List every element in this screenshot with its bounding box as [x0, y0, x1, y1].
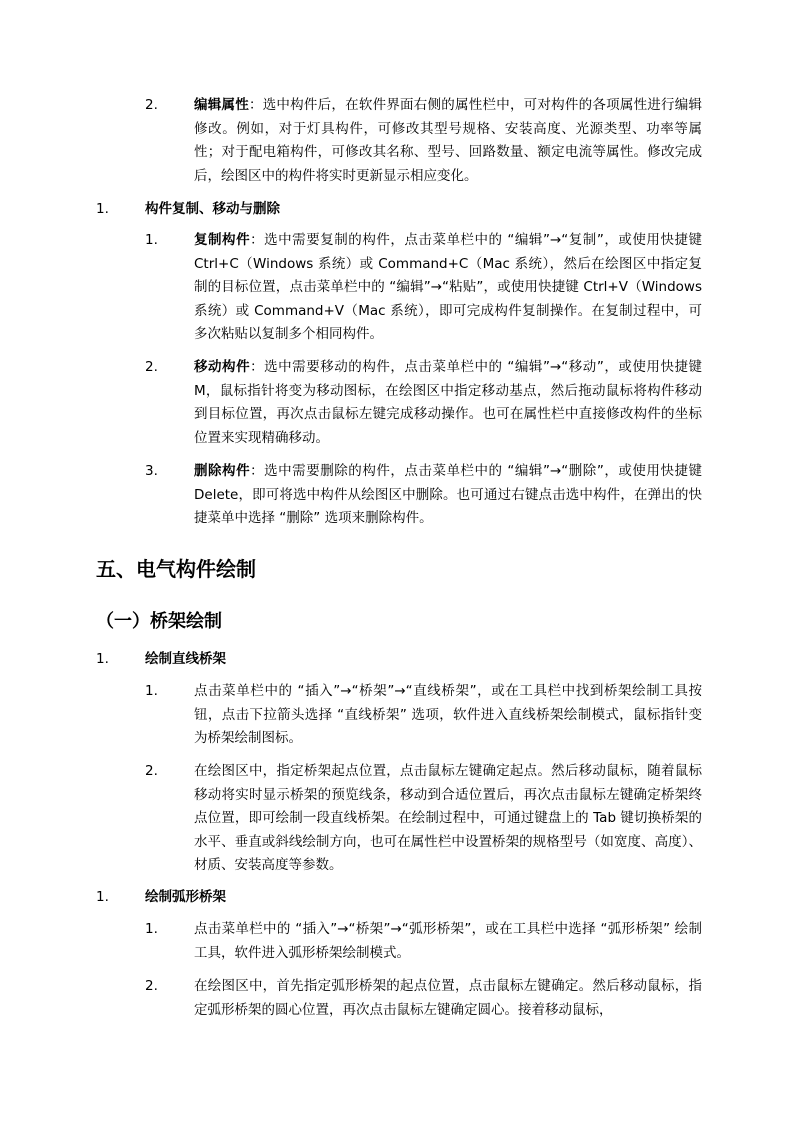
list-number: 2. — [145, 97, 158, 113]
list-text — [194, 460, 702, 531]
list-text: 点击菜单栏中的 “插入”→“桥架”→“弧形桥架”，或在工具栏中选择 “弧形桥架” 绘制工具，软件进入弧形桥架绘制模式。 — [194, 921, 702, 961]
list-number: 1. — [145, 921, 158, 937]
item-body: ：选中需要复制的构件，点击菜单栏中的 “编辑”→“复制”，或使用快捷键 Ctrl+C（Windows 系统）或 Command+C（Mac 系统），然后在绘图区中指定复制的目标位置，点击菜单栏中的 “编辑”→“粘贴”，或使用快捷键 Ctrl+V（Windows 系统）或 Command+V（Mac 系统），即可完成构件复制操作。在复制过程中，可多次粘贴以复制多个相同构件。 — [194, 232, 703, 342]
item-body: ：选中需要删除的构件，点击菜单栏中的 “编辑”→“删除”，或使用快捷键 Delete，即可将选中构件从绘图区中删除。也可通过右键点击选中构件，在弹出的快捷菜单中选择 “删除” 选项来删除构件。 — [194, 463, 703, 526]
list-number: 1. — [145, 232, 158, 248]
list-number: 1. — [96, 651, 109, 667]
list-number: 2. — [145, 978, 158, 994]
list-number: 2. — [145, 763, 158, 779]
item-title: 编辑属性 — [194, 97, 249, 113]
list-text: 在绘图区中，指定桥架起点位置，点击鼠标左键确定起点。然后移动鼠标，随着鼠标移动将实时显示桥架的预览线条，移动到合适位置后，再次点击鼠标左键确定桥架终点位置，即可绘制一段直线桥架。在绘制过程中，可通过键盘上的 Tab 键切换桥架的水平、垂直或斜线绘制方向，也可在属性栏中设置桥架的规格型号（如宽度、高度）、材质、安装高度等参数。 — [194, 763, 702, 873]
list-text — [194, 94, 702, 188]
list-number: 1. — [96, 889, 109, 905]
list-heading: 绘制弧形桥架 — [145, 889, 226, 905]
item-title: 删除构件 — [194, 463, 251, 479]
list-number: 2. — [145, 359, 158, 375]
list-text: 点击菜单栏中的 “插入”→“桥架”→“直线桥架”，或在工具栏中找到桥架绘制工具按钮，点击下拉箭头选择 “直线桥架” 选项，软件进入直线桥架绘制模式，鼠标指针变为桥架绘制图标。 — [194, 683, 702, 746]
list-text: 在绘图区中，首先指定弧形桥架的起点位置，点击鼠标左键确定。然后移动鼠标，指定弧形桥架的圆心位置，再次点击鼠标左键确定圆心。接着移动鼠标， — [194, 978, 702, 1018]
list-heading: 绘制直线桥架 — [145, 651, 226, 667]
item-body: ：选中需要移动的构件，点击菜单栏中的 “编辑”→“移动”，或使用快捷键 M，鼠标指针将变为移动图标，在绘图区中指定移动基点，然后拖动鼠标将构件移动到目标位置，再次点击鼠标左键完成移动操作。也可在属性栏中直接修改构件的坐标位置来实现精确移动。 — [194, 359, 703, 446]
list-text — [194, 356, 702, 450]
item-body: ：选中构件后，在软件界面右侧的属性栏中，可对构件的各项属性进行编辑修改。例如，对于灯具构件，可修改其型号规格、安装高度、光源类型、功率等属性；对于配电箱构件，可修改其名称、型号、回路数量、额定电流等属性。修改完成后，绘图区中的构件将实时更新显示相应变化。 — [194, 97, 703, 184]
item-title: 移动构件 — [194, 359, 251, 375]
subsection-heading: （一）桥架绘制 — [96, 611, 222, 632]
list-number: 1. — [96, 201, 109, 217]
section-heading: 五、电气构件绘制 — [96, 557, 256, 581]
list-number: 3. — [145, 463, 158, 479]
list-text — [194, 229, 702, 347]
list-number: 1. — [145, 683, 158, 699]
list-heading: 构件复制、移动与删除 — [145, 201, 280, 217]
item-title: 复制构件 — [194, 232, 251, 248]
